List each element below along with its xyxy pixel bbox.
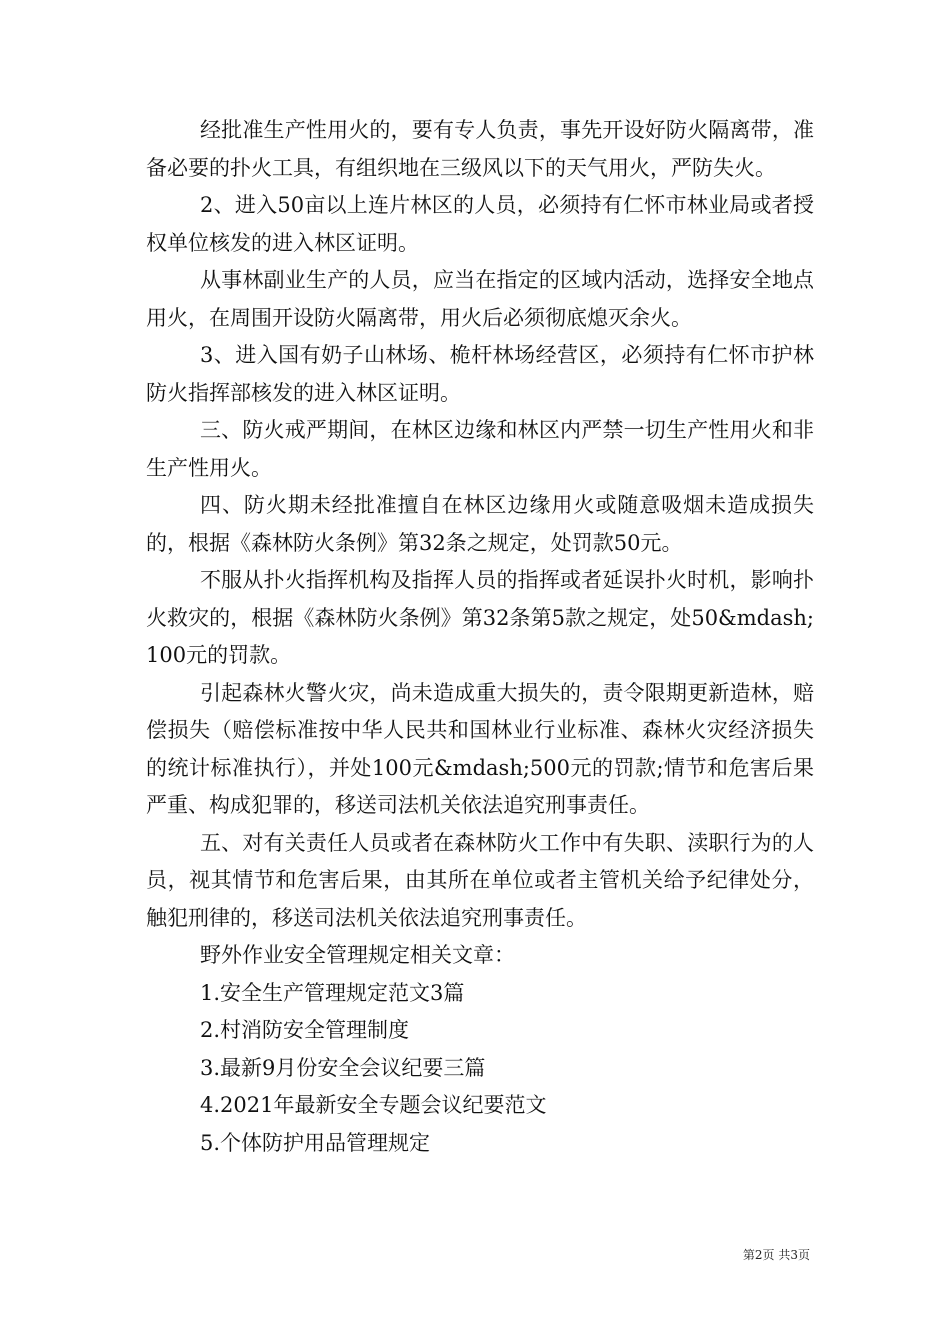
paragraph: 不服从扑火指挥机构及指挥人员的指挥或者延误扑火时机，影响扑火救灾的，根据《森林防火条例》第32条第5款之规定，处50&mdash;100元的罚款。	[146, 568, 814, 667]
paragraph: 三、防火戒严期间，在林区边缘和林区内严禁一切生产性用火和非生产性用火。	[146, 418, 814, 480]
paragraph: 从事林副业生产的人员，应当在指定的区域内活动，选择安全地点用火，在周围开设防火隔离带，用火后必须彻底熄灭余火。	[146, 268, 814, 330]
related-articles-list	[146, 975, 814, 1163]
paragraph: 3、进入国有奶子山林场、桅杆林场经营区，必须持有仁怀市护林防火指挥部核发的进入林区证明。	[146, 343, 814, 405]
related-article-link[interactable]: 1.安全生产管理规定范文3篇	[200, 980, 465, 1005]
paragraph: 五、对有关责任人员或者在森林防火工作中有失职、渎职行为的人员，视其情节和危害后果，由其所在单位或者主管机关给予纪律处分，触犯刑律的，移送司法机关依法追究刑事责任。	[146, 830, 814, 930]
related-article-link[interactable]: 5.个体防护用品管理规定	[200, 1130, 431, 1155]
paragraph: 四、防火期未经批准擅自在林区边缘用火或随意吸烟未造成损失的，根据《森林防火条例》第32条之规定，处罚款50元。	[146, 493, 814, 555]
paragraph: 引起森林火警火灾，尚未造成重大损失的，责令限期更新造林，赔偿损失（赔偿标准按中华人民共和国林业行业标准、森林火灾经济损失的统计标准执行），并处100元&mdash;500元的罚款;情节和危害后果严重、构成犯罪的，移送司法机关依法追究刑事责任。	[146, 680, 814, 817]
related-articles-heading: 野外作业安全管理规定相关文章：	[200, 943, 515, 967]
paragraph: 2、进入50亩以上连片林区的人员，必须持有仁怀市林业局或者授权单位核发的进入林区证明。	[146, 193, 814, 255]
related-article-link[interactable]: 4.2021年最新安全专题会议纪要范文	[200, 1093, 547, 1117]
related-article-link[interactable]: 2.村消防安全管理制度	[200, 1018, 410, 1042]
document-body	[146, 112, 814, 1162]
related-article-link[interactable]: 3.最新9月份安全会议纪要三篇	[200, 1055, 486, 1080]
page-number: 第2页 共3页	[742, 1248, 810, 1262]
paragraph: 经批准生产性用火的，要有专人负责，事先开设好防火隔离带，准备必要的扑火工具，有组织地在三级风以下的天气用火，严防失火。	[146, 118, 814, 180]
